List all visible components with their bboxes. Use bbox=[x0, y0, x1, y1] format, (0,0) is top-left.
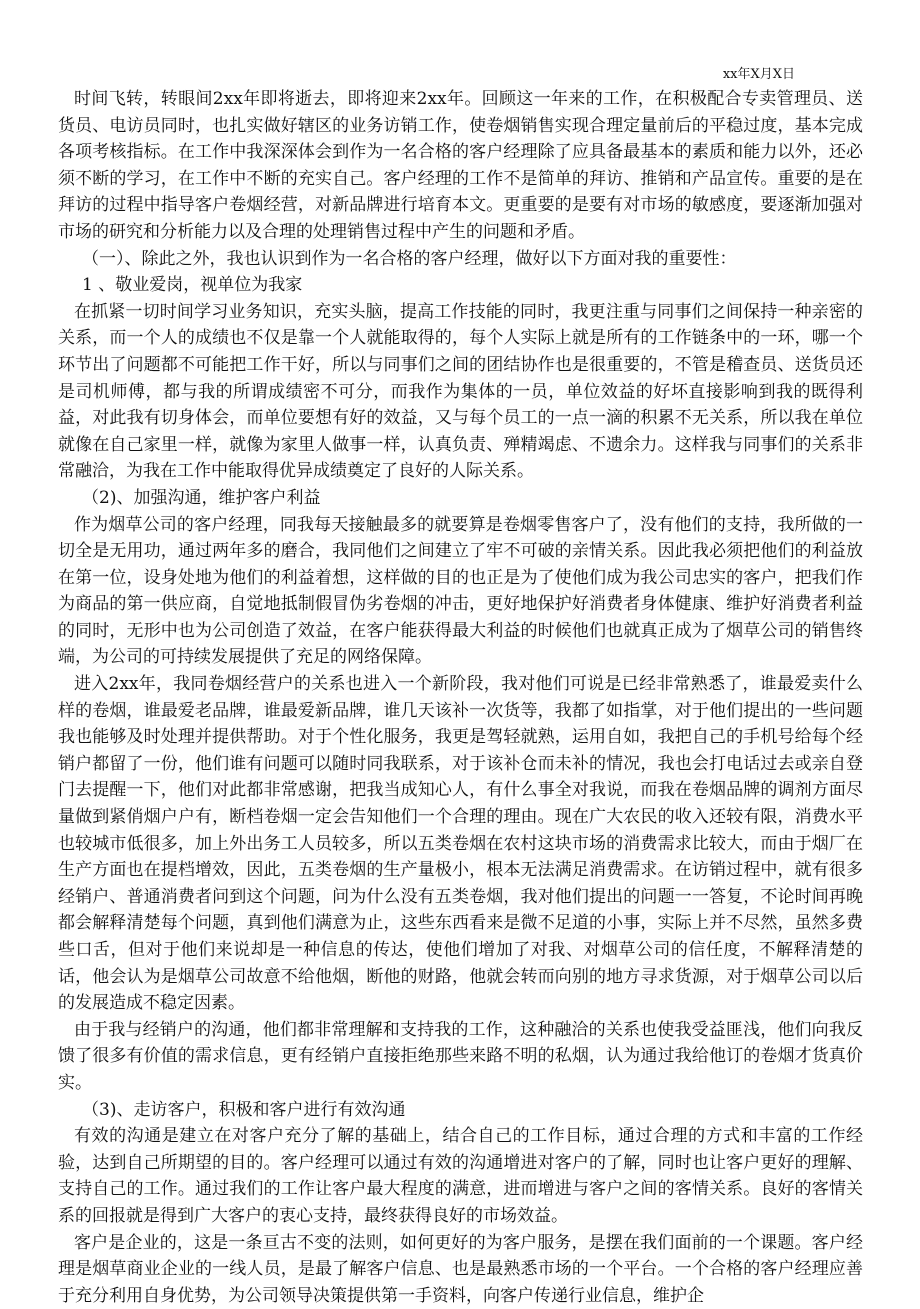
body-paragraph: 时间飞转，转眼间2xx年即将逝去，即将迎来2xx年。回顾这一年来的工作，在积极配合专卖管理员、送货员、电访员同时，也扎实做好辖区的业务访销工作，使卷烟销售实现合理定量前后的平稳过度，基本完成各项考核指标。在工作中我深深体会到作为一名合格的客户经理除了应具备最基本的素质和能力以外，还必须不断的学习，在工作中不断的充实自己。客户经理的工作不是简单的拜访、推销和产品宣传。重要的是在拜访的过程中指导客户卷烟经营，对新品牌进行培育本文。更重要的是要有对市场的敏感度，要逐渐加强对市场的研究和分析能力以及合理的处理销售过程中产生的问题和矛盾。 bbox=[58, 89, 863, 242]
document-body bbox=[58, 86, 863, 1309]
section-heading: 1 、敬业爱岗，视单位为我家 bbox=[82, 275, 303, 296]
section-heading: （一）、除此之外，我也认识到作为一名合格的客户经理，做好以下方面对我的重要性： bbox=[82, 248, 737, 269]
body-paragraph: 进入2xx年，我同卷烟经营户的关系也进入一个新阶段，我对他们可说是已经非常熟悉了，谁最爱卖什么样的卷烟，谁最爱老品牌，谁最爱新品牌，谁几天该补一次货等，我都了如指掌，对于他们提出的一些问题我也能够及时处理并提供帮助。对于个性化服务，我更是驾轻就熟，运用自如，我把自己的手机号给每个经销户都留了一份，他们谁有问题可以随时同我联系，对于该补仓而未补的情况，我也会打电话过去或亲自登门去提醒一下，他们对此都非常感谢，把我当成知心人，有什么事全对我说，而我在卷烟品牌的调剂方面尽量做到紧俏烟户户有，断档卷烟一定会告知他们一个合理的理由。现在广大农民的收入还较有限，消费水平也较城市低很多，加上外出务工人员较多，所以五类卷烟在农村这块市场的消费需求比较大，而由于烟厂在生产方面也在提档增效，因此，五类卷烟的生产量极小，根本无法满足消费需求。在访销过程中，就有很多经销户、普通消费者问到这个问题，问为什么没有五类卷烟，我对他们提出的问题一一答复，不论时间再晚都会解释清楚每个问题，真到他们满意为止，这些东西看来是微不足道的小事，实际上并不尽然，虽然多费些口舌，但对于他们来说却是一种信息的传达，使他们增加了对我、对烟草公司的信任度，不解释清楚的话，他会认为是烟草公司故意不给他烟，断他的财路，他就会转而向别的地方寻求货源，对于烟草公司以后的发展造成不稳定因素。 bbox=[58, 674, 863, 1014]
body-paragraph: 有效的沟通是建立在对客户充分了解的基础上，结合自己的工作目标，通过合理的方式和丰富的工作经验，达到自己所期望的目的。客户经理可以通过有效的沟通增进对客户的了解，同时也让客户更好的理解、支持自己的工作。通过我们的工作让客户最大程度的满意，进而增进与客户之间的客情关系。良好的客情关系的回报就是得到广大客户的衷心支持，最终获得良好的市场效益。 bbox=[58, 1126, 863, 1226]
section-heading: （2)、加强沟通，维护客户利益 bbox=[82, 487, 321, 508]
body-paragraph: 在抓紧一切时间学习业务知识，充实头脑，提高工作技能的同时，我更注重与同事们之间保持一种亲密的关系，而一个人的成绩也不仅是靠一个人就能取得的，每个人实际上就是所有的工作链条中的一环，哪一个环节出了问题都不可能把工作干好，所以与同事们之间的团结协作也是很重要的，不管是稽查员、送货员还是司机师傅，都与我的所谓成绩密不可分，而我作为集体的一员，单位效益的好坏直接影响到我的既得利益，对此我有切身体会，而单位要想有好的效益，又与每个员工的一点一滴的积累不无关系，所以我在单位就像在自己家里一样，就像为家里人做事一样，认真负责、殚精竭虑、不遗余力。这样我与同事们的关系非常融洽，为我在工作中能取得优异成绩奠定了良好的人际关系。 bbox=[58, 301, 863, 482]
body-paragraph: 由于我与经销户的沟通，他们都非常理解和支持我的工作，这种融洽的关系也使我受益匪浅，他们向我反馈了很多有价值的需求信息，更有经销户直接拒绝那些来路不明的私烟，认为通过我给他订的卷烟才货真价实。 bbox=[58, 1019, 863, 1093]
body-paragraph: 作为烟草公司的客户经理，同我每天接触最多的就要算是卷烟零售客户了，没有他们的支持，我所做的一切全是无用功，通过两年多的磨合，我同他们之间建立了牢不可破的亲情关系。因此我必须把他们的利益放在第一位，设身处地为他们的利益着想，这样做的目的也正是为了使他们成为我公司忠实的客户，把我们作为商品的第一供应商，自觉地抵制假冒伪劣卷烟的冲击，更好地保护好消费者身体健康、维护好消费者利益的同时，无形中也为公司创造了效益，在客户能获得最大利益的时候他们也就真正成为了烟草公司的销售终端，为公司的可持续发展提供了充足的网络保障。 bbox=[58, 514, 863, 668]
section-heading: （3)、走访客户，积极和客户进行有效沟通 bbox=[82, 1099, 406, 1120]
body-paragraph: 客户是企业的，这是一条亘古不变的法则，如何更好的为客户服务，是摆在我们面前的一个课题。客户经理是烟草商业企业的一线人员，是最了解客户信息、也是最熟悉市场的一个平台。一个合格的客户经理应善于充分利用自身优势，为公司领导决策提供第一手资料，向客户传递行业信息，维护企 bbox=[58, 1232, 863, 1306]
document-date: xx年X月X日 bbox=[722, 67, 795, 82]
